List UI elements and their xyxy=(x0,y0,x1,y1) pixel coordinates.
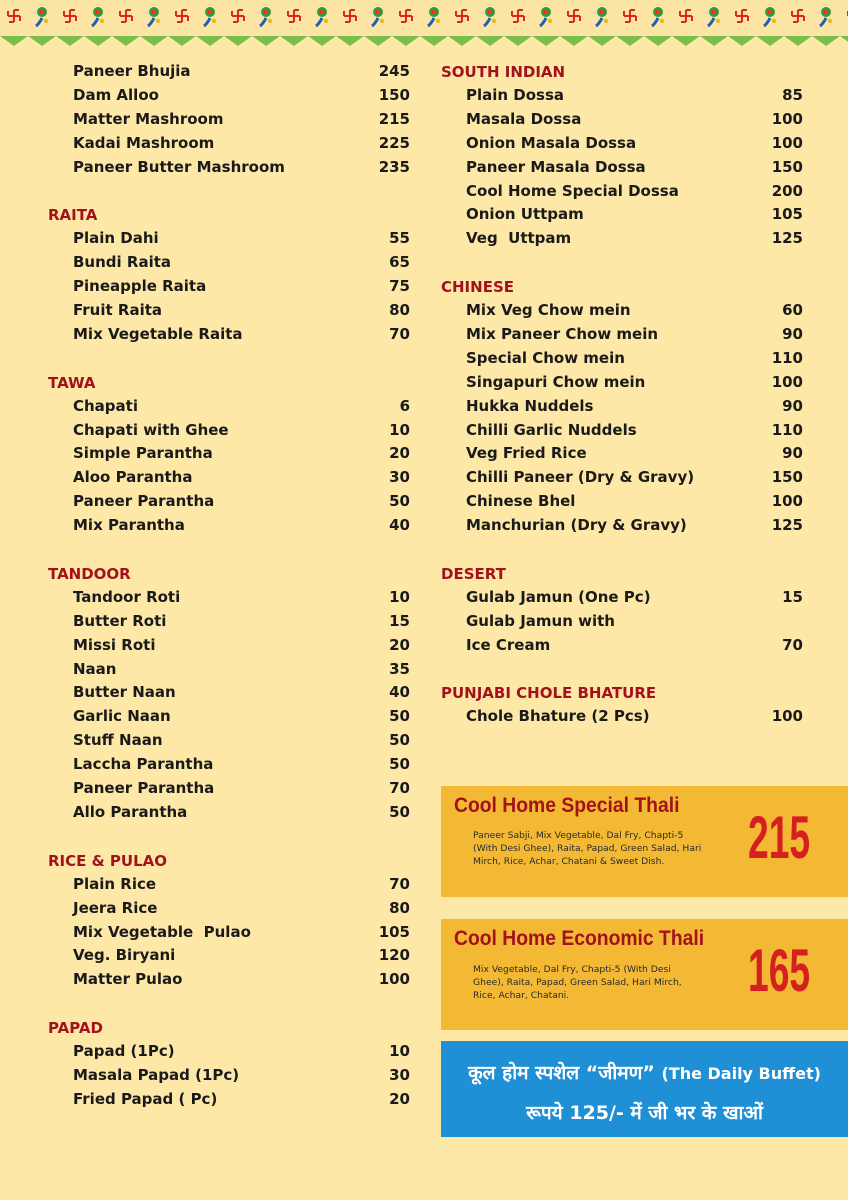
menu-item-price: 105 xyxy=(771,205,803,224)
menu-item-name: Laccha Parantha xyxy=(73,755,214,774)
menu-item-name: Papad (1Pc) xyxy=(73,1042,175,1061)
menu-item xyxy=(48,251,410,275)
menu-section xyxy=(441,275,803,538)
menu-item-name: Aloo Parantha xyxy=(73,468,193,487)
menu-section xyxy=(441,60,803,251)
menu-item xyxy=(441,371,803,395)
section-heading: TAWA xyxy=(48,373,96,392)
menu-item-price: 10 xyxy=(389,587,410,606)
special-thali-price: 215 xyxy=(747,804,810,871)
menu-item-name: Veg Fried Rice xyxy=(466,444,587,463)
menu-item-name: Allo Parantha xyxy=(73,802,188,821)
menu-item-price: 225 xyxy=(378,133,410,152)
menu-section xyxy=(441,562,803,658)
menu-item xyxy=(48,658,410,682)
menu-item-price: 110 xyxy=(771,348,803,367)
menu-item-price: 70 xyxy=(389,324,410,343)
menu-item-price: 110 xyxy=(771,420,803,439)
menu-item-name: Veg. Biryani xyxy=(73,946,176,965)
menu-item-price: 70 xyxy=(389,779,410,798)
menu-item-price: 6 xyxy=(399,396,410,415)
menu-item xyxy=(48,156,410,180)
menu-item-price: 80 xyxy=(389,898,410,917)
menu-item xyxy=(441,419,803,443)
menu-item xyxy=(441,347,803,371)
menu-item-price: 90 xyxy=(782,325,803,344)
menu-item xyxy=(48,968,410,992)
menu-item-name: Plain Dossa xyxy=(466,86,565,104)
menu-item-name: Manchurian (Dry & Gravy) xyxy=(466,516,687,535)
menu-item-price: 70 xyxy=(389,874,410,893)
menu-item-price: 65 xyxy=(389,253,410,272)
menu-item xyxy=(441,132,803,156)
menu-item-price: 35 xyxy=(389,659,410,678)
menu-item-name: Dam Alloo xyxy=(73,85,159,104)
menu-item-name: Butter Roti xyxy=(73,611,167,630)
menu-item xyxy=(441,84,803,108)
menu-item-price: 100 xyxy=(378,970,410,989)
menu-item-name: Paneer Masala Dossa xyxy=(466,157,646,176)
menu-item xyxy=(48,60,410,84)
menu-item-name: Chilli Paneer (Dry & Gravy) xyxy=(466,468,695,487)
buffet-price-line: रूपये 125/- में जी भर के खाओं xyxy=(526,1102,763,1124)
menu-item xyxy=(48,921,410,945)
menu-item xyxy=(48,586,410,610)
menu-item-price: 20 xyxy=(389,1089,410,1108)
menu-item-name: Mix Parantha xyxy=(73,516,185,535)
menu-item-price: 100 xyxy=(771,372,803,391)
menu-item-price: 150 xyxy=(771,468,803,487)
economic-thali-box xyxy=(441,919,848,1030)
menu-item xyxy=(441,514,803,538)
menu-item-name: Singapuri Chow mein xyxy=(466,372,646,391)
menu-item-name: Fruit Raita xyxy=(73,301,163,320)
menu-item xyxy=(48,1064,410,1088)
menu-item-name: Veg Uttpam xyxy=(466,229,572,248)
menu-item-price: 90 xyxy=(782,396,803,415)
menu-item-price: 85 xyxy=(782,86,803,104)
menu-item-name: Mix Paneer Chow mein xyxy=(466,325,659,344)
menu-item-price: 125 xyxy=(771,229,803,248)
menu-item-price: 40 xyxy=(389,516,410,535)
menu-item-name: Simple Parantha xyxy=(73,444,213,463)
menu-item xyxy=(48,132,410,156)
menu-item xyxy=(441,180,803,204)
menu-item-name: Mix Vegetable Raita xyxy=(73,324,243,343)
menu-item xyxy=(48,466,410,490)
menu-item xyxy=(48,681,410,705)
menu-item xyxy=(441,108,803,132)
menu-item xyxy=(48,395,410,419)
daily-buffet-banner xyxy=(441,1041,848,1137)
menu-item-name: Pineapple Raita xyxy=(73,277,207,296)
section-heading: DESERT xyxy=(441,564,506,583)
menu-item-name: Masala Papad (1Pc) xyxy=(73,1065,240,1084)
menu-item xyxy=(48,944,410,968)
menu-section xyxy=(48,203,410,346)
menu-item-price: 15 xyxy=(782,587,803,606)
menu-item-name: Gulab Jamun with xyxy=(466,611,615,630)
menu-item xyxy=(48,442,410,466)
menu-item-name: Chinese Bhel xyxy=(466,492,576,511)
menu-right-column xyxy=(441,60,803,753)
menu-item-name: Paneer Parantha xyxy=(73,779,215,798)
menu-item xyxy=(48,1040,410,1064)
menu-item xyxy=(441,156,803,180)
buffet-title-english: (The Daily Buffet) xyxy=(661,1064,821,1083)
menu-section xyxy=(48,1016,410,1112)
economic-thali-price: 165 xyxy=(747,937,810,1004)
menu-item xyxy=(441,634,803,658)
menu-section xyxy=(48,60,410,179)
menu-item xyxy=(48,801,410,825)
menu-item-price: 105 xyxy=(378,922,410,941)
menu-item-name: Paneer Parantha xyxy=(73,492,215,511)
menu-item xyxy=(441,610,803,634)
menu-item-price: 150 xyxy=(771,157,803,176)
menu-item-name: Plain Dahi xyxy=(73,229,159,248)
menu-item-price: 100 xyxy=(771,133,803,152)
menu-item xyxy=(48,84,410,108)
menu-item-price: 90 xyxy=(782,444,803,463)
menu-item xyxy=(48,514,410,538)
buffet-title-hindi: कूल होम स्पशेल “जीमण” xyxy=(468,1062,655,1084)
menu-item-name: Chapati with Ghee xyxy=(73,420,229,439)
menu-item-name: Bundi Raita xyxy=(73,253,171,272)
menu-item-name: Fried Papad ( Pc) xyxy=(73,1089,218,1108)
menu-item-name: Mix Vegetable Pulao xyxy=(73,922,251,941)
economic-thali-description: Mix Vegetable, Dal Fry, Chapti-5 (With Desi Ghee), Raita, Papad, Green Salad, Hari Mirch, Rice, Achar, Chatani. xyxy=(473,964,682,1001)
menu-item-name: Onion Uttpam xyxy=(466,205,584,224)
menu-item-name: Matter Mashroom xyxy=(73,109,224,128)
menu-item-price: 70 xyxy=(782,635,803,654)
menu-item xyxy=(48,753,410,777)
menu-section xyxy=(48,562,410,825)
decorative-top-border xyxy=(0,0,848,48)
menu-item-name: Jeera Rice xyxy=(73,898,158,917)
menu-item-price: 100 xyxy=(771,109,803,128)
menu-item xyxy=(441,442,803,466)
menu-item-price: 100 xyxy=(771,707,803,726)
menu-item xyxy=(48,873,410,897)
menu-item-price: 235 xyxy=(378,157,410,176)
menu-item xyxy=(48,1088,410,1112)
economic-thali-title: Cool Home Economic Thali xyxy=(454,927,705,950)
section-heading: PAPAD xyxy=(48,1019,103,1038)
menu-item-price: 50 xyxy=(389,802,410,821)
menu-item-name: Plain Rice xyxy=(73,874,157,893)
menu-item xyxy=(48,610,410,634)
menu-item xyxy=(48,275,410,299)
menu-section xyxy=(48,849,410,992)
menu-item xyxy=(48,897,410,921)
menu-item xyxy=(441,466,803,490)
menu-item-name: Naan xyxy=(73,659,117,678)
menu-item-name: Masala Dossa xyxy=(466,109,582,128)
menu-item xyxy=(441,203,803,227)
menu-item-name: Gulab Jamun (One Pc) xyxy=(466,587,651,606)
menu-section xyxy=(441,681,803,729)
menu-item xyxy=(48,227,410,251)
menu-item-name: Tandoor Roti xyxy=(73,587,181,606)
menu-item-price: 80 xyxy=(389,301,410,320)
menu-item-name: Special Chow mein xyxy=(466,348,625,367)
menu-item-name: Mix Veg Chow mein xyxy=(466,301,631,320)
menu-item-price: 100 xyxy=(771,492,803,511)
menu-item-name: Chole Bhature (2 Pcs) xyxy=(466,707,650,726)
menu-item-name: Paneer Butter Mashroom xyxy=(73,157,285,176)
menu-item xyxy=(441,323,803,347)
menu-item xyxy=(48,299,410,323)
menu-item-name: Butter Naan xyxy=(73,683,176,702)
menu-item-name: Hukka Nuddels xyxy=(466,396,594,415)
menu-item-price: 150 xyxy=(378,85,410,104)
menu-item xyxy=(441,395,803,419)
menu-item-price: 200 xyxy=(771,181,803,200)
menu-item-name: Onion Masala Dossa xyxy=(466,133,637,152)
menu-item-name: Garlic Naan xyxy=(73,707,171,726)
menu-item xyxy=(48,490,410,514)
menu-item xyxy=(48,729,410,753)
section-heading: RAITA xyxy=(48,206,98,225)
menu-item xyxy=(48,634,410,658)
menu-item-price: 245 xyxy=(378,62,410,80)
menu-item-name: Stuff Naan xyxy=(73,731,163,750)
menu-item xyxy=(441,227,803,251)
menu-item-name: Chilli Garlic Nuddels xyxy=(466,420,637,439)
menu-item-price: 40 xyxy=(389,683,410,702)
section-heading: CHINESE xyxy=(441,278,514,297)
menu-item xyxy=(48,777,410,801)
menu-item-price: 10 xyxy=(389,1042,410,1061)
menu-item-name: Matter Pulao xyxy=(73,970,183,989)
menu-item-name: Paneer Bhujia xyxy=(73,62,191,80)
menu-item-price: 15 xyxy=(389,611,410,630)
menu-item-price: 215 xyxy=(378,109,410,128)
section-heading: SOUTH INDIAN xyxy=(441,63,566,81)
menu-item xyxy=(441,490,803,514)
menu-item-price: 10 xyxy=(389,420,410,439)
section-heading: PUNJABI CHOLE BHATURE xyxy=(441,684,657,703)
menu-item xyxy=(48,419,410,443)
menu-item-name: Missi Roti xyxy=(73,635,156,654)
menu-item xyxy=(441,299,803,323)
menu-item-price: 20 xyxy=(389,444,410,463)
menu-item-name: Kadai Mashroom xyxy=(73,133,215,152)
menu-item xyxy=(441,705,803,729)
special-thali-title: Cool Home Special Thali xyxy=(454,794,680,817)
special-thali-description: Paneer Sabji, Mix Vegetable, Dal Fry, Chapti-5 (With Desi Ghee), Raita, Papad, Green Salad, Hari Mirch, Rice, Achar, Chatani & Sweet Dish. xyxy=(473,830,702,867)
menu-item-price: 120 xyxy=(378,946,410,965)
menu-item-price: 125 xyxy=(771,516,803,535)
menu-item-price: 20 xyxy=(389,635,410,654)
menu-item-name: Ice Cream xyxy=(466,635,551,654)
menu-item-price: 50 xyxy=(389,731,410,750)
menu-item-price: 50 xyxy=(389,492,410,511)
menu-item xyxy=(48,705,410,729)
menu-item xyxy=(48,323,410,347)
menu-section xyxy=(48,371,410,538)
section-heading: RICE & PULAO xyxy=(48,851,168,870)
menu-item-price: 30 xyxy=(389,1065,410,1084)
menu-item-price: 50 xyxy=(389,707,410,726)
menu-item-price: 75 xyxy=(389,277,410,296)
menu-item xyxy=(48,108,410,132)
menu-item-price: 60 xyxy=(782,301,803,320)
menu-item-name: Cool Home Special Dossa xyxy=(466,181,679,200)
menu-item-name: Chapati xyxy=(73,396,138,415)
buffet-title-line xyxy=(441,1059,848,1085)
menu-item-price: 30 xyxy=(389,468,410,487)
menu-item-price: 55 xyxy=(389,229,410,248)
special-thali-box xyxy=(441,786,848,897)
menu-item-price: 50 xyxy=(389,755,410,774)
menu-left-column xyxy=(48,60,410,1136)
menu-item xyxy=(441,586,803,610)
section-heading: TANDOOR xyxy=(48,564,131,583)
